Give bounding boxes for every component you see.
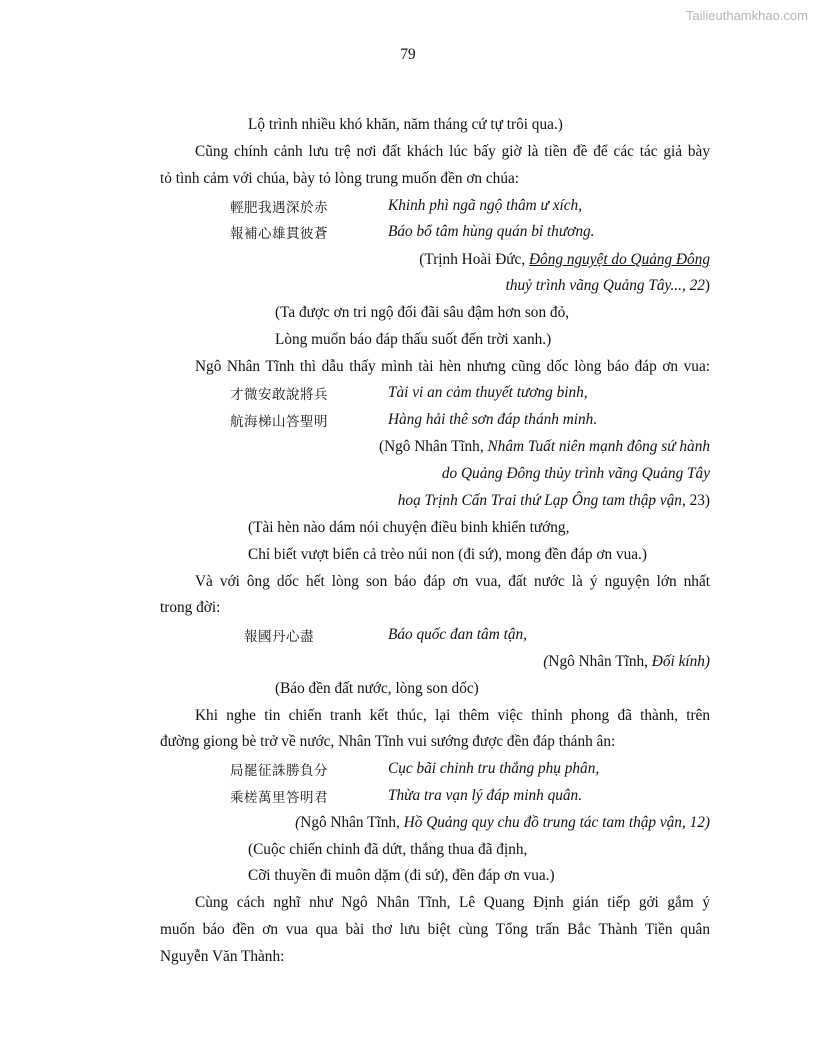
paragraph-line: trong đời: [160,599,221,616]
citation-title: do Quảng Đông thủy trình vãng Quảng Tây [441,465,710,482]
citation-title: hoạ Trịnh Cấn Trai thứ Lạp Ông tam thập vận [397,492,682,509]
citation-close: ) [704,277,710,294]
paragraph-line: Ngô Nhân Tĩnh thì dẫu thấy mình tài hèn nhưng cũng dốc lòng báo đáp ơn vua: [195,358,710,375]
paragraph-line: Khi nghe tin chiến tranh kết thúc, lại thêm việc thỉnh phong đã thành, trên [195,707,710,724]
paragraph-line: đường giong bè trở về nước, Nhân Tĩnh vui sướng được đền đáp thánh ân: [160,733,616,750]
citation [506,276,710,296]
verse-transliteration: Cục bãi chinh tru thắng phụ phân, [388,760,600,777]
verse-transliteration: Khinh phì ngã ngộ thâm ư xích, [388,197,583,214]
han-verse: 報國丹心盡 [244,629,314,645]
han-verse: 才微安敢說將兵 [230,387,328,403]
watermark: Tailieuthamkhao.com [685,8,808,23]
han-verse: 局罷征誅勝負分 [230,763,328,779]
han-verse: 航海梯山答聖明 [230,414,328,430]
paragraph-line: Và với ông dốc hết lòng son báo đáp ơn vua, đất nước là ý nguyện lớn nhất [195,573,710,590]
citation-author: (Ngô Nhân Tĩnh, [379,438,488,455]
text-line: Lộ trình nhiều khó khăn, năm tháng cứ tự trôi qua.) [248,116,563,133]
citation [379,437,710,457]
translation-line: Cỡi thuyền đi muôn dặm (đi sứ), đền đáp ơn vua.) [248,867,555,884]
verse-transliteration: Hàng hải thê sơn đáp thánh minh. [388,411,598,428]
verse-transliteration: Tài vi an cảm thuyết tương binh, [388,384,588,401]
translation-line: (Báo đền đất nước, lòng son dốc) [275,680,479,697]
citation-close: , 23) [681,492,710,509]
citation [419,250,710,270]
citation-title: Đông nguyệt do Quảng Đông [529,251,710,268]
paragraph-line: Nguyễn Văn Thành: [160,948,285,965]
citation [543,652,710,672]
citation-author: Ngô Nhân Tĩnh, [548,653,652,670]
paragraph-line: Cùng cách nghĩ như Ngô Nhân Tĩnh, Lê Quang Định gián tiếp gởi gắm ý [195,894,710,911]
translation-line: Lòng muốn báo đáp thấu suốt đến trời xanh.) [275,331,552,348]
translation-line: (Cuộc chiến chinh đã dứt, thắng thua đã định, [248,841,528,858]
citation [295,813,710,833]
citation-title: Đối kính) [651,653,710,670]
han-verse: 報補心雄貫彼蒼 [230,226,328,242]
translation-line: (Ta được ơn tri ngộ đối đãi sâu đậm hơn son đỏ, [275,304,570,321]
citation-author: Ngô Nhân Tĩnh, [300,814,404,831]
citation [398,491,710,511]
paragraph-line: muốn báo đền ơn vua qua bài thơ lưu biệt cùng Tổng trấn Bắc Thành Tiền quân [160,921,710,938]
verse-transliteration: Báo bổ tâm hùng quán bỉ thương. [388,223,595,240]
paragraph-line: Cũng chính cảnh lưu trệ nơi đất khách lúc bấy giờ là tiền đề để các tác giả bày [195,143,710,160]
verse-transliteration: Thừa tra vạn lý đáp minh quân. [388,787,583,804]
citation-title: thuỷ trình vãng Quảng Tây..., 22 [505,277,705,294]
page-number: 79 [400,46,416,63]
verse-transliteration: Báo quốc đan tâm tận, [388,626,527,643]
translation-line: (Tài hèn nào dám nói chuyện điều binh khiển tướng, [248,519,570,536]
han-verse: 乘槎萬里答明君 [230,790,328,806]
citation-title: Hồ Quảng quy chu đồ trung tác tam thập vận, 12) [403,814,710,831]
citation-title: Nhâm Tuất niên mạnh đông sứ hành [487,438,710,455]
translation-line: Chỉ biết vượt biển cả trèo núi non (đi sứ), mong đền đáp ơn vua.) [248,546,647,563]
paragraph-line: tỏ tình cảm với chúa, bày tỏ lòng trung muốn đền ơn chúa: [160,170,520,187]
citation-open: ( [543,653,549,670]
citation-open: ( [295,814,301,831]
han-verse: 輕肥我遇深於赤 [230,200,328,216]
citation-author: (Trịnh Hoài Đức, [419,251,529,268]
